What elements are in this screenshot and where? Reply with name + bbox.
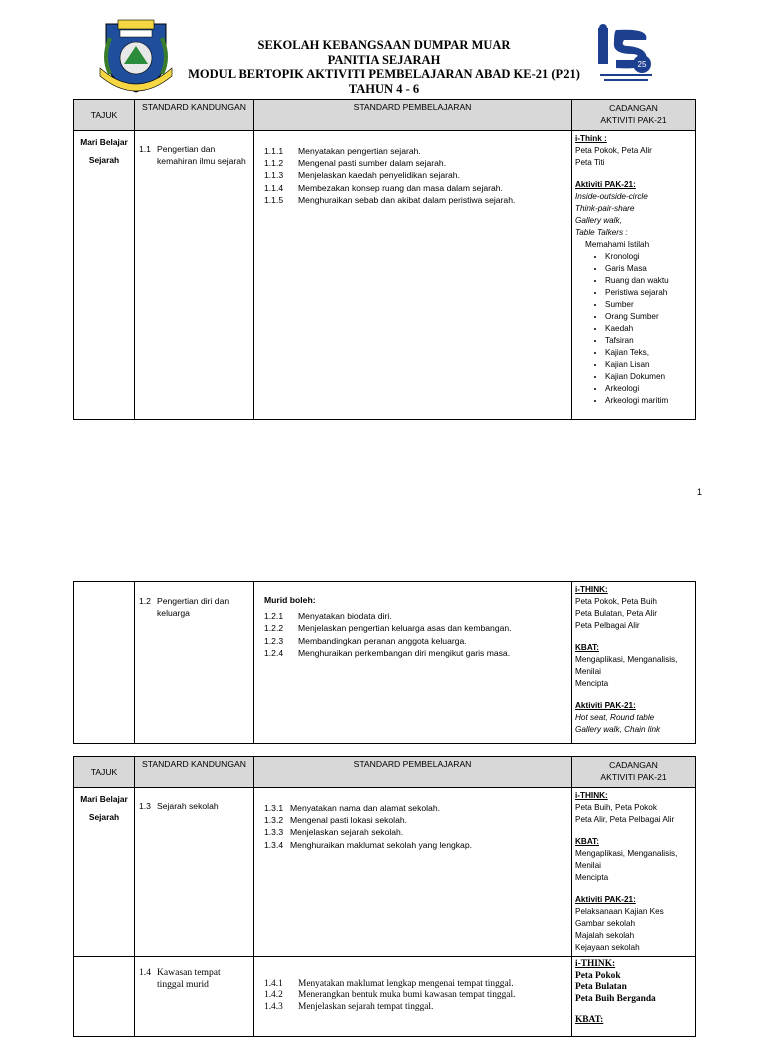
standard-kandungan-cell: 1.3 Sejarah sekolah (135, 788, 254, 957)
list-item: 1.1.3 Menjelaskan kaedah penyelidikan sejarah. (264, 170, 460, 181)
header-cadangan: CADANGAN AKTIVITI PAK-21 (572, 100, 696, 131)
list-item: 1.3.1 Menyatakan nama dan alamat sekolah. (264, 803, 441, 813)
module-title: MODUL BERTOPIK AKTIVITI PEMBELAJARAN ABAD KE-21 (P21) (188, 67, 580, 81)
svg-text:25: 25 (637, 60, 647, 69)
table-row (74, 582, 696, 744)
header-sk: STANDARD KANDUNGAN (135, 100, 254, 131)
standard-pembelajaran-cell: Murid boleh: 1.2.1 Menyatakan biodata diri. 1.2.2 Menjelaskan pengertian keluarga asas dan kembangan. 1.2.3 Membandingkan peranan anggota keluarga. 1.2.4 Menghuraikan perkembangan diri mengikut garis masa. (254, 582, 572, 744)
table-section-1 (73, 99, 696, 420)
list-item: 1.4.2 Menerangkan bentuk muka bumi kawasan tempat tinggal. (264, 990, 516, 1001)
list-item: 1.2.3 Membandingkan peranan anggota keluarga. (264, 635, 467, 646)
list-item: 1.2.1 Menyatakan biodata diri. (264, 611, 392, 622)
table-header-row (74, 757, 696, 788)
tajuk-cell: Mari Belajar Sejarah (74, 131, 135, 420)
standard-kandungan-cell: 1.2 Pengertian diri dan keluarga (135, 582, 254, 744)
document-header (0, 38, 768, 96)
standard-kandungan-cell: 1.4 Kawasan tempat tinggal murid (135, 957, 254, 1037)
page-number: 1 (697, 487, 703, 497)
table-section-2 (73, 581, 696, 744)
cadangan-cell: i-Think : Peta Pokok, Peta Alir Peta Titi Aktiviti PAK-21: Inside-outside-circle Think-pair-share Gallery walk, Table Talkers : Memahami Istilah • Kronologi • Garis Masa • Ruang dan waktu • Peristiwa sejarah • Sumber • Orang Sumber • Kaedah • Tafsiran • Kajian Teks, • Kajian Lisan • Kajian Dokumen • Arkeologi • Arkeologi maritim (572, 131, 696, 420)
cadangan-cell: i-THINK: Peta Pokok Peta Bulatan Peta Buih Berganda KBAT: (572, 957, 696, 1037)
list-item: 1.2.2 Menjelaskan pengertian keluarga asas dan kembangan. (264, 623, 512, 634)
list-item: 1.3.2 Mengenal pasti lokasi sekolah. (264, 815, 408, 826)
list-item: 1.3.3 Menjelaskan sejarah sekolah. (264, 827, 404, 838)
header-sp: STANDARD PEMBELAJARAN (254, 757, 572, 788)
panel-name: PANITIA SEJARAH (327, 52, 441, 67)
table-header-row (74, 100, 696, 131)
table-row (74, 957, 696, 1037)
list-item: 1.1.5 Menghuraikan sebab dan akibat dalam peristiwa sejarah. (264, 194, 516, 205)
header-sk: STANDARD KANDUNGAN (135, 757, 254, 788)
tajuk-cell (74, 582, 135, 744)
table-row (74, 788, 696, 957)
header-tajuk: TAJUK (74, 100, 135, 131)
year-range: TAHUN 4 - 6 (348, 81, 420, 96)
standard-pembelajaran-cell (254, 788, 572, 957)
cadangan-cell: i-THINK: Peta Buih, Peta Pokok Peta Alir, Peta Pelbagai Alir KBAT: Mengaplikasi, Menganalisis, Menilai Mencipta Aktiviti PAK-21: Pelaksanaan Kajian Kes Gambar sekolah Majalah sekolah Kejayaan sekolah (572, 788, 696, 957)
standard-kandungan-cell: 1.1 Pengertian dan kemahiran ilmu sejarah (135, 131, 254, 420)
list-item: 1.4.1 Menyatakan maklumat lengkap mengenai tempat tinggal. (264, 979, 514, 989)
istilah-list: • Kronologi • Garis Masa • Ruang dan waktu • Peristiwa sejarah • Sumber • Orang Sumber • Kaedah • Tafsiran • Kajian Teks, • Kajian Lisan • Kajian Dokumen • Arkeologi • Arkeologi maritim (575, 251, 692, 407)
list-item: 1.4.3 Menjelaskan sejarah tempat tinggal. (264, 1001, 434, 1012)
header-tajuk: TAJUK (74, 757, 135, 788)
tajuk-cell: Mari Belajar Sejarah (74, 788, 135, 957)
header-cadangan: CADANGAN AKTIVITI PAK-21 (572, 757, 696, 788)
table-section-3 (73, 756, 696, 1037)
tajuk-cell (74, 957, 135, 1037)
cadangan-cell: i-THINK: Peta Pokok, Peta Buih Peta Bulatan, Peta Alir Peta Pelbagai Alir KBAT: Mengaplikasi, Menganalisis, Menilai Mencipta Aktiviti PAK-21: Hot seat, Round table Gallery walk, Chain link (572, 582, 696, 744)
list-item: 1.3.4 Menghuraikan maklumat sekolah yang lengkap. (264, 839, 473, 850)
list-item: 1.1.1 Menyatakan pengertian sejarah. (264, 146, 421, 156)
standard-pembelajaran-cell (254, 957, 572, 1037)
school-name: SEKOLAH KEBANGSAAN DUMPAR MUAR (257, 38, 511, 52)
table-row (74, 131, 696, 420)
list-item: 1.1.4 Membezakan konsep ruang dan masa dalam sejarah. (264, 182, 503, 193)
standard-pembelajaran-cell (254, 131, 572, 420)
list-item: 1.2.4 Menghuraikan perkembangan diri mengikut garis masa. (264, 647, 511, 658)
list-item: 1.1.2 Mengenal pasti sumber dalam sejarah. (264, 158, 447, 169)
header-sp: STANDARD PEMBELAJARAN (254, 100, 572, 131)
